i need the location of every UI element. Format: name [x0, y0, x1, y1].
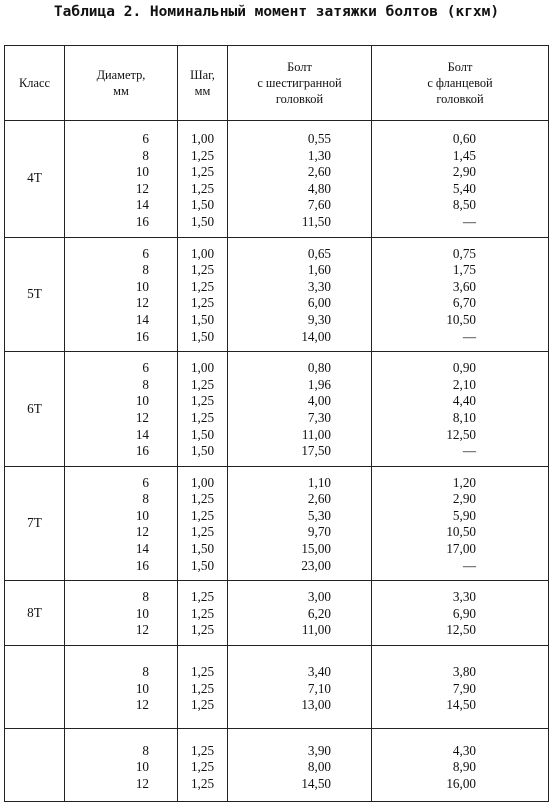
diameter-value: 6	[142, 474, 149, 490]
flange-torque-cell	[372, 352, 549, 467]
header-hex-bolt: Болт с шестигранной головкой	[228, 46, 372, 121]
diameter-value: 10	[135, 278, 149, 294]
flange-torque-value: 1,20	[452, 474, 476, 490]
flange-torque-value: —	[462, 213, 476, 229]
pitch-cell	[178, 352, 228, 467]
pitch-value: 1,00	[190, 245, 215, 261]
pitch-value: 1,50	[190, 328, 215, 344]
diameter-value: 12	[135, 524, 149, 540]
hex-torque-value: 17,50	[301, 443, 331, 459]
pitch-value: 1,25	[190, 262, 215, 278]
table-row	[5, 237, 549, 352]
flange-torque-value: 0,75	[452, 245, 476, 261]
hex-torque-value: 1,60	[307, 262, 331, 278]
flange-torque-value: 10,50	[446, 311, 476, 327]
class-cell	[5, 646, 65, 729]
flange-torque-value: 12,50	[446, 426, 476, 442]
flange-torque-cell	[372, 646, 549, 729]
pitch-value: 1,25	[190, 776, 215, 791]
flange-torque-value: 14,50	[446, 697, 476, 713]
class-cell: 5Т	[5, 237, 65, 352]
hex-torque-value: 4,80	[307, 180, 331, 196]
diameter-value: 6	[142, 245, 149, 261]
pitch-value: 1,25	[190, 409, 215, 425]
flange-torque-value: 12,50	[446, 622, 476, 638]
hex-torque-value: 3,30	[307, 278, 331, 294]
hex-torque-value: 2,60	[307, 491, 331, 507]
diameter-value: 12	[135, 776, 149, 791]
hex-torque-value: 1,30	[307, 147, 331, 163]
pitch-value: 1,25	[190, 524, 215, 540]
diameter-value: 16	[135, 557, 149, 573]
flange-torque-value: 8,90	[452, 759, 476, 775]
header-class: Класс	[5, 46, 65, 121]
pitch-value: 1,25	[190, 759, 215, 775]
pitch-value: 1,25	[190, 605, 215, 621]
pitch-value: 1,25	[190, 278, 215, 294]
hex-torque-value: 7,30	[307, 409, 331, 425]
hex-torque-value: 5,30	[307, 507, 331, 523]
flange-torque-value: 7,90	[452, 680, 476, 696]
hex-torque-value: 11,00	[301, 622, 331, 638]
flange-torque-value: 16,00	[446, 776, 476, 791]
hex-torque-value: 7,10	[307, 680, 331, 696]
diameter-value: 10	[135, 164, 149, 180]
pitch-value: 1,25	[190, 507, 215, 523]
pitch-value: 1,50	[190, 426, 215, 442]
hex-torque-value: 6,00	[307, 295, 331, 311]
pitch-value: 1,25	[190, 147, 215, 163]
flange-torque-value: 0,60	[452, 131, 476, 146]
flange-torque-value: —	[462, 557, 476, 573]
flange-torque-value: 3,80	[452, 664, 476, 680]
flange-torque-cell	[372, 466, 549, 581]
pitch-value: 1,50	[190, 311, 215, 327]
hex-torque-value: 23,00	[301, 557, 331, 573]
hex-torque-value: 1,10	[307, 474, 331, 490]
pitch-cell	[178, 466, 228, 581]
diameter-value: 8	[142, 664, 149, 680]
hex-torque-cell	[228, 352, 372, 467]
diameter-value: 10	[135, 507, 149, 523]
torque-table	[4, 45, 549, 802]
diameter-cell	[65, 121, 178, 238]
pitch-value: 1,50	[190, 541, 215, 557]
flange-torque-value: 3,60	[452, 278, 476, 294]
hex-torque-value: 9,30	[307, 311, 331, 327]
flange-torque-value: 2,10	[452, 376, 476, 392]
pitch-value: 1,25	[190, 680, 215, 696]
pitch-value: 1,25	[190, 742, 215, 758]
hex-torque-cell	[228, 646, 372, 729]
hex-torque-value: 13,00	[301, 697, 331, 713]
hex-torque-value: 11,00	[301, 426, 331, 442]
diameter-cell	[65, 466, 178, 581]
diameter-cell	[65, 646, 178, 729]
diameter-value: 12	[135, 180, 149, 196]
flange-torque-value: 5,40	[452, 180, 476, 196]
table-row	[5, 581, 549, 646]
pitch-value: 1,25	[190, 589, 215, 605]
diameter-value: 8	[142, 589, 149, 605]
header-pitch: Шаг, мм	[178, 46, 228, 121]
class-cell: 7Т	[5, 466, 65, 581]
flange-torque-value: 2,90	[452, 164, 476, 180]
hex-torque-cell	[228, 466, 372, 581]
flange-torque-value: 6,70	[452, 295, 476, 311]
pitch-cell	[178, 581, 228, 646]
flange-torque-value: 6,90	[452, 605, 476, 621]
diameter-value: 16	[135, 443, 149, 459]
diameter-value: 10	[135, 759, 149, 775]
hex-torque-value: 3,00	[307, 589, 331, 605]
table-row	[5, 646, 549, 729]
pitch-cell	[178, 237, 228, 352]
flange-torque-value: —	[462, 443, 476, 459]
pitch-value: 1,00	[190, 131, 215, 146]
diameter-value: 8	[142, 147, 149, 163]
flange-torque-value: 17,00	[446, 541, 476, 557]
diameter-cell	[65, 352, 178, 467]
flange-torque-value: 0,90	[452, 360, 476, 376]
diameter-value: 16	[135, 213, 149, 229]
diameter-cell	[65, 237, 178, 352]
diameter-value: 8	[142, 742, 149, 758]
diameter-cell	[65, 728, 178, 801]
pitch-value: 1,00	[190, 360, 215, 376]
pitch-value: 1,25	[190, 697, 215, 713]
diameter-value: 14	[135, 311, 149, 327]
table-row	[5, 466, 549, 581]
flange-torque-value: 4,30	[452, 742, 476, 758]
pitch-cell	[178, 728, 228, 801]
diameter-value: 10	[135, 605, 149, 621]
diameter-value: 14	[135, 197, 149, 213]
flange-torque-value: 3,30	[452, 589, 476, 605]
diameter-value: 14	[135, 426, 149, 442]
pitch-cell	[178, 121, 228, 238]
hex-torque-value: 3,90	[307, 742, 331, 758]
diameter-value: 12	[135, 622, 149, 638]
table-row	[5, 728, 549, 801]
hex-torque-cell	[228, 121, 372, 238]
diameter-value: 8	[142, 262, 149, 278]
pitch-value: 1,25	[190, 491, 215, 507]
diameter-value: 6	[142, 360, 149, 376]
diameter-value: 12	[135, 295, 149, 311]
table-row	[5, 352, 549, 467]
diameter-value: 6	[142, 131, 149, 146]
flange-torque-cell	[372, 237, 549, 352]
pitch-value: 1,25	[190, 295, 215, 311]
flange-torque-value: 10,50	[446, 524, 476, 540]
diameter-value: 14	[135, 541, 149, 557]
hex-torque-value: 11,50	[301, 213, 331, 229]
pitch-value: 1,50	[190, 443, 215, 459]
pitch-cell	[178, 646, 228, 729]
header-diameter: Диаметр, мм	[65, 46, 178, 121]
diameter-value: 12	[135, 697, 149, 713]
hex-torque-value: 0,65	[307, 245, 331, 261]
hex-torque-cell	[228, 237, 372, 352]
class-cell: 8Т	[5, 581, 65, 646]
flange-torque-value: 5,90	[452, 507, 476, 523]
diameter-value: 10	[135, 393, 149, 409]
hex-torque-cell	[228, 728, 372, 801]
hex-torque-value: 7,60	[307, 197, 331, 213]
flange-torque-value: 1,75	[452, 262, 476, 278]
pitch-value: 1,50	[190, 213, 215, 229]
diameter-value: 8	[142, 376, 149, 392]
diameter-value: 10	[135, 680, 149, 696]
hex-torque-value: 8,00	[307, 759, 331, 775]
class-cell: 6Т	[5, 352, 65, 467]
hex-torque-value: 0,80	[307, 360, 331, 376]
flange-torque-value: 8,50	[452, 197, 476, 213]
pitch-value: 1,25	[190, 393, 215, 409]
pitch-value: 1,25	[190, 622, 215, 638]
hex-torque-value: 15,00	[301, 541, 331, 557]
class-cell	[5, 728, 65, 801]
hex-torque-value: 14,00	[301, 328, 331, 344]
flange-torque-value: 1,45	[452, 147, 476, 163]
hex-torque-value: 4,00	[307, 393, 331, 409]
hex-torque-value: 0,55	[307, 131, 331, 146]
pitch-value: 1,25	[190, 664, 215, 680]
diameter-cell	[65, 581, 178, 646]
flange-torque-cell	[372, 581, 549, 646]
pitch-value: 1,25	[190, 180, 215, 196]
header-flange-bolt: Болт с фланцевой головкой	[372, 46, 549, 121]
diameter-value: 12	[135, 409, 149, 425]
flange-torque-cell	[372, 121, 549, 238]
pitch-value: 1,25	[190, 164, 215, 180]
flange-torque-value: 2,90	[452, 491, 476, 507]
pitch-value: 1,50	[190, 557, 215, 573]
flange-torque-value: 4,40	[452, 393, 476, 409]
table-row	[5, 121, 549, 238]
class-cell: 4Т	[5, 121, 65, 238]
hex-torque-value: 2,60	[307, 164, 331, 180]
hex-torque-value: 3,40	[307, 664, 331, 680]
pitch-value: 1,00	[190, 474, 215, 490]
flange-torque-value: —	[462, 328, 476, 344]
pitch-value: 1,50	[190, 197, 215, 213]
hex-torque-value: 6,20	[307, 605, 331, 621]
diameter-value: 8	[142, 491, 149, 507]
pitch-value: 1,25	[190, 376, 215, 392]
table-title: Таблица 2. Номинальный момент затяжки болтов (кгхм)	[53, 4, 500, 20]
header-row	[5, 46, 549, 121]
hex-torque-value: 14,50	[301, 776, 331, 791]
flange-torque-cell	[372, 728, 549, 801]
hex-torque-value: 9,70	[307, 524, 331, 540]
hex-torque-cell	[228, 581, 372, 646]
flange-torque-value: 8,10	[452, 409, 476, 425]
hex-torque-value: 1,96	[307, 376, 331, 392]
diameter-value: 16	[135, 328, 149, 344]
